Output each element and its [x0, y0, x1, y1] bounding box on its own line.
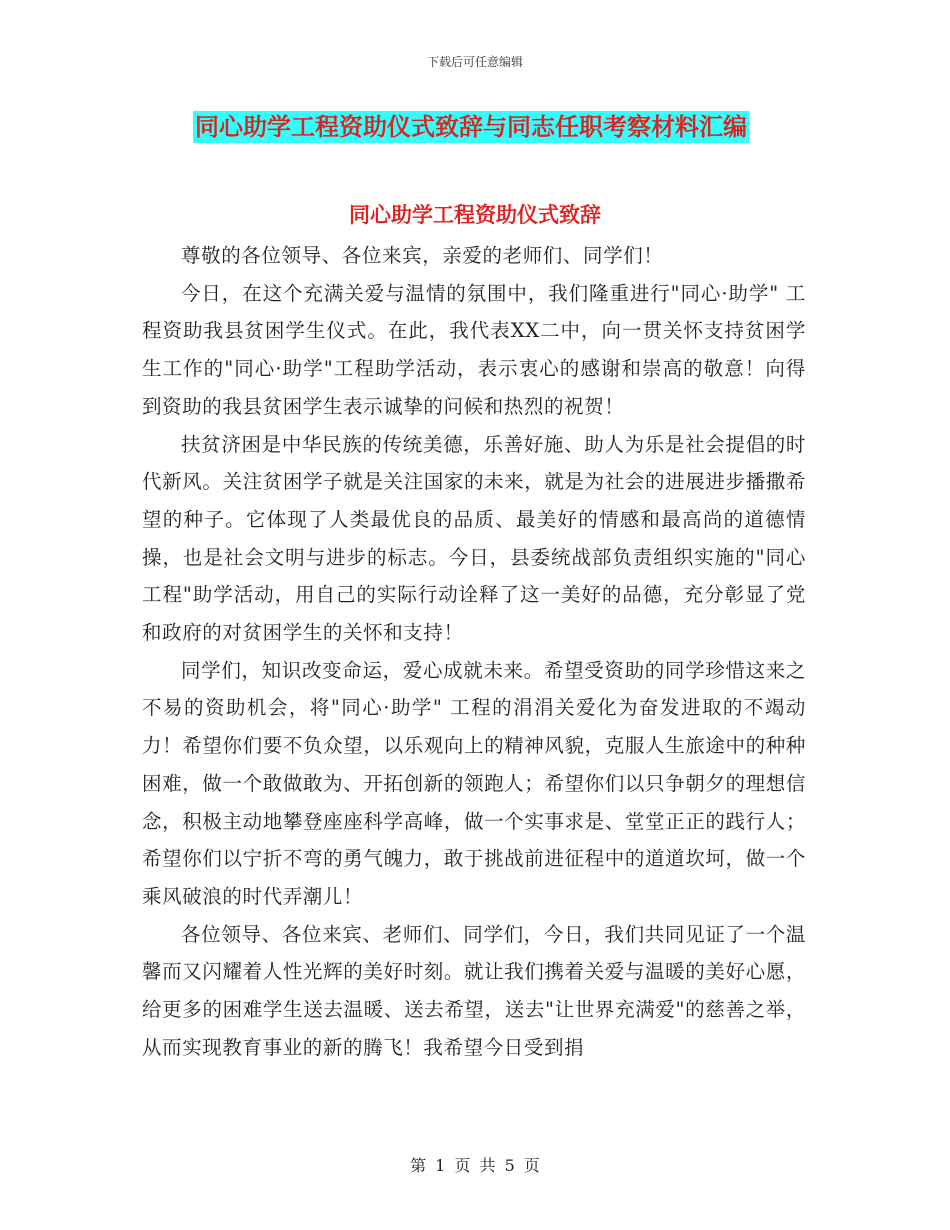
paragraph: 同学们，知识改变命运，爱心成就未来。希望受资助的同学珍惜这来之不易的资助机会，将"同心·助学" 工程的涓涓关爱化为奋发进取的不竭动力！希望你们要不负众望，以乐观向上的精神风貌，克服人生旅途中的种种困难，做一个敢做敢为、开拓创新的领跑人；希望你们以只争朝夕的理想信念，积极主动地攀登座座科学高峰，做一个实事求是、堂堂正正的践行人；希望你们以宁折不弯的勇气魄力，敢于挑战前进征程中的道道坎坷，做一个乘风破浪的时代弄潮儿！ [142, 658, 806, 908]
section-title: 同心助学工程资助仪式致辞 [349, 203, 601, 227]
paragraph-salutation: 尊敬的各位领导、各位来宾，亲爱的老师们、同学们！ [181, 244, 664, 267]
main-title-container [193, 111, 749, 143]
paragraph: 扶贫济困是中华民族的传统美德，乐善好施、助人为乐是社会提倡的时代新风。关注贫困学子就是关注国家的未来，就是为社会的进展进步播撒希望的种子。它体现了人类最优良的品质、最美好的情感和最高尚的道德情操，也是社会文明与进步的标志。今日，县委统战部负责组织实施的"同心工程"助学活动，用自己的实际行动诠释了这一美好的品德，充分彰显了党和政府的对贫困学生的关怀和支持！ [142, 432, 806, 645]
main-title: 同心助学工程资助仪式致辞与同志任职考察材料汇编 [195, 113, 747, 141]
paragraph: 各位领导、各位来宾、老师们、同学们，今日，我们共同见证了一个温馨而又闪耀着人性光辉的美好时刻。就让我们携着关爱与温暖的美好心愿，给更多的困难学生送去温暖、送去希望，送去"让世界充满爱"的慈善之举，从而实现教育事业的新的腾飞！我希望今日受到捐 [142, 922, 806, 1059]
page-header-note: 下载后可任意编辑 [426, 55, 523, 69]
document-body [142, 219, 806, 1066]
paragraph: 今日，在这个充满关爱与温情的氛围中，我们隆重进行"同心·助学" 工程资助我县贫困学生仪式。在此，我代表XX二中，向一贯关怀支持贫困学生工作的"同心·助学"工程助学活动，表示衷心的感谢和崇高的敬意！向得到资助的我县贫困学生表示诚挚的问候和热烈的祝贺！ [142, 281, 806, 418]
page-number: 第 1 页 共 5 页 [410, 1156, 540, 1175]
